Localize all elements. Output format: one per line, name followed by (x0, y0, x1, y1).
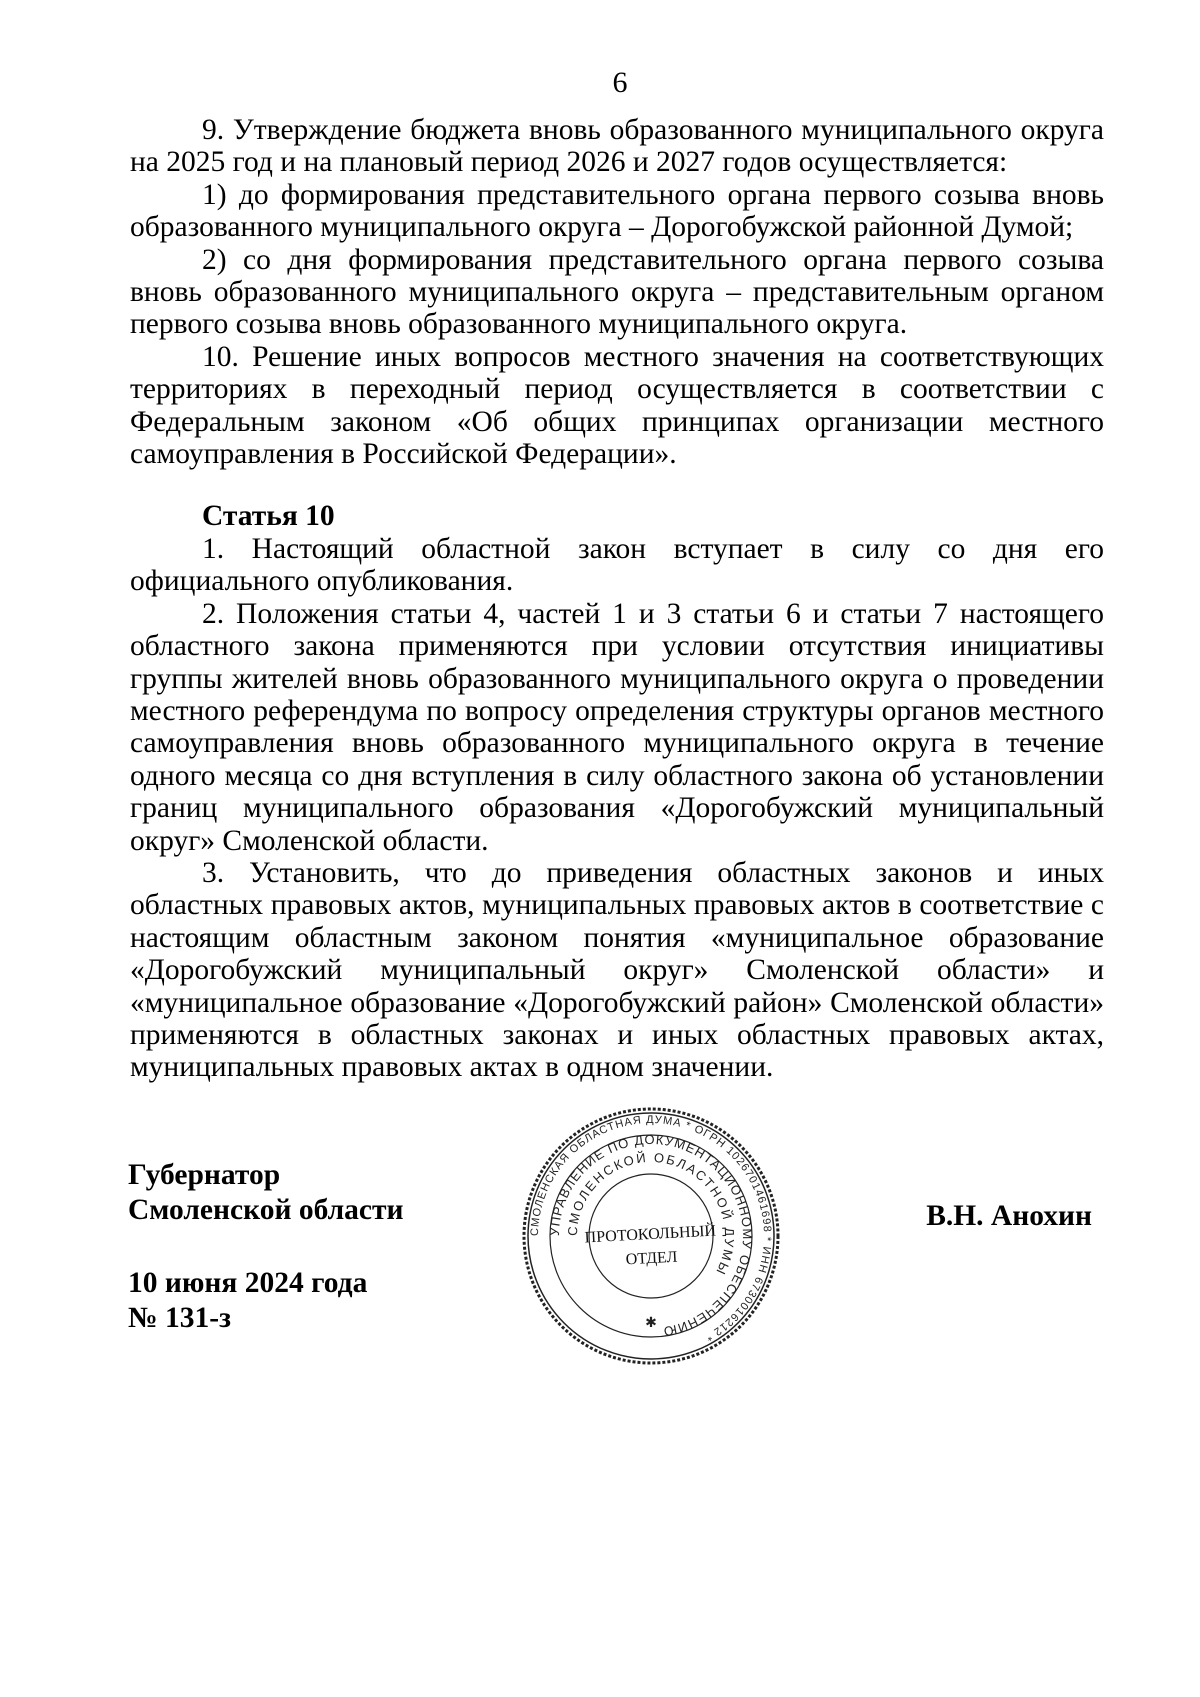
paragraph-9: 9. Утверждение бюджета вновь образованного муниципального округа на 2025 год и на плановый период 2026 и 2027 годов осуществляется: (130, 114, 1104, 179)
seal-middle-text: УПРАВЛЕНИЕ ПО ДОКУМЕНТАЦИОННОМУ ОБЕСПЕЧЕНИЮ (546, 1131, 756, 1340)
document-body (130, 114, 1104, 1084)
paragraph-9-item-2: 2) со дня формирования представительного органа первого созыва вновь образованного муниципального округа – представительным органом первого созыва вновь образованного муниципального округа. (130, 243, 1104, 341)
page-number: 6 (612, 66, 628, 99)
article-10-paragraph-2: 2. Положения статьи 4, частей 1 и 3 статьи 6 и статьи 7 настоящего областного закона применяются при условии отсутствия инициативы группы жителей вновь образованного муниципального округа о проведении местного референдума по вопросу определения структуры органов местного самоуправления вновь образованного муниципального округа в течение одного месяца со дня вступления в силу областного закона об установлении границ муниципального образования «Дорогобужский муниципальный округ» Смоленской области. (130, 597, 1104, 857)
paragraph-9-item-1: 1) до формирования представительного органа первого созыва вновь образованного муниципального округа – Дорогобужской районной Думой; (130, 178, 1104, 244)
signature-block (128, 1158, 528, 1336)
official-seal-stamp (520, 1105, 782, 1367)
signatory-name: В.Н. Анохин (926, 1200, 1092, 1232)
seal-center-line1: ПРОТОКОЛЬНЫЙ (584, 1222, 717, 1247)
seal-outer-text: СМОЛЕНСКАЯ ОБЛАСТНАЯ ДУМА * ОГРН 1026701461698 * ИНН 6730016212 * (528, 1113, 774, 1344)
seal-center-line2: ОТДЕЛ (625, 1248, 678, 1269)
law-number: № 131-з (128, 1302, 231, 1334)
seal-star-icon: ✱ (645, 1316, 657, 1331)
paragraph-10: 10. Решение иных вопросов местного значения на соответствующих территориях в переходный период осуществляется в соответствии с Федеральным законом «Об общих принципах организации местного самоуправления в Российской Федерации». (130, 340, 1104, 471)
seal-inner-text: СМОЛЕНСКОЙ ОБЛАСТНОЙ ДУМЫ (564, 1149, 738, 1279)
signatory-title-line1: Губернатор (128, 1159, 281, 1191)
article-10-paragraph-3: 3. Установить, что до приведения областных законов и иных областных правовых актов, муниципальных правовых актов в соответствие с настоящим областным законом понятия «муниципальное образование «Дорогобужский муниципальный округ» Смоленской области» и «муниципальное образование «Дорогобужский район» Смоленской области» применяются в областных законах и иных областных правовых актах, муниципальных правовых актах в одном значении. (130, 856, 1104, 1084)
signature-gap (128, 1228, 528, 1266)
seal-center-text (581, 1219, 721, 1274)
article-10-paragraph-1: 1. Настоящий областной закон вступает в силу со дня его официального опубликования. (130, 532, 1104, 598)
article-10-heading: Статья 10 (202, 500, 335, 533)
signatory-title-line2: Смоленской области (128, 1194, 404, 1226)
law-date: 10 июня 2024 года (128, 1267, 368, 1299)
